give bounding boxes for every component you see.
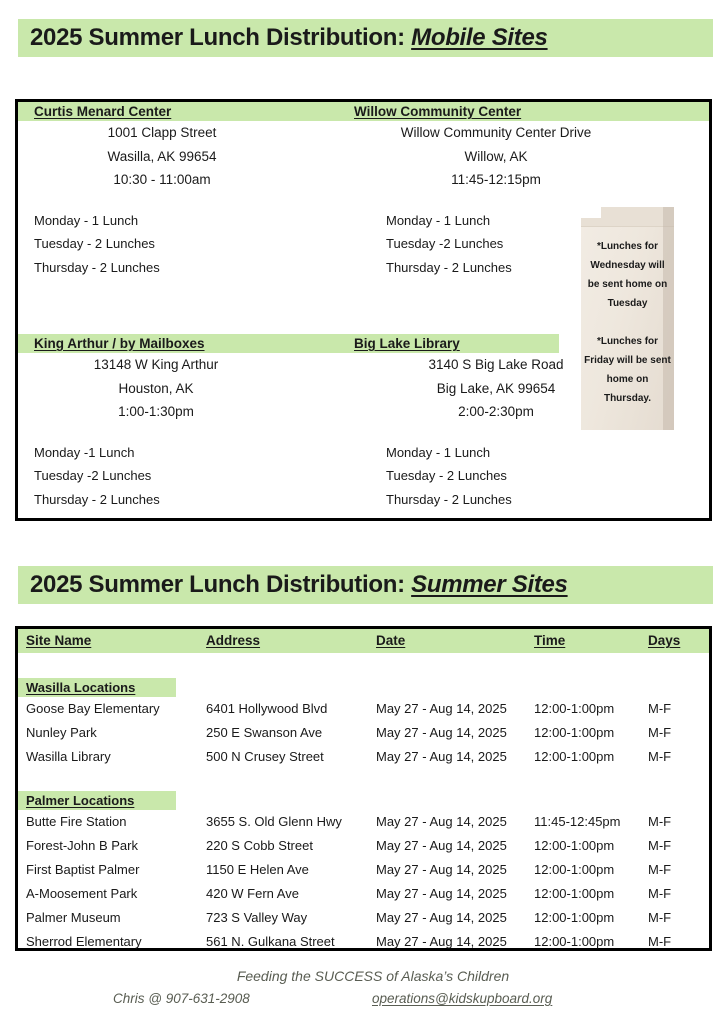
mobile-title-prefix: 2025 Summer Lunch Distribution: — [30, 24, 412, 51]
cell-site-name: Forest-John B Park — [26, 838, 138, 853]
footer-tagline: Feeding the SUCCESS of Alaska’s Children — [236, 968, 510, 984]
column-header-date: Date — [376, 633, 406, 648]
cell-days: M-F — [648, 749, 672, 764]
cell-days: M-F — [648, 886, 672, 901]
schedule-thursday: Thursday - 2 Lunches — [34, 491, 160, 507]
mobile-site-king-arthur — [26, 334, 356, 511]
cell-site-name: A-Moosement Park — [26, 886, 138, 901]
table-row — [18, 745, 709, 769]
cell-time: 12:00-1:00pm — [534, 886, 615, 901]
table-row — [18, 906, 709, 930]
site-time: 11:45-12:15pm — [451, 172, 541, 187]
schedule-tuesday: Tuesday - 2 Lunches — [34, 236, 155, 251]
cell-days: M-F — [648, 862, 672, 877]
table-row — [18, 810, 709, 834]
cell-time: 12:00-1:00pm — [534, 838, 615, 853]
table-row — [18, 697, 709, 721]
site-name: Big Lake Library — [354, 336, 460, 351]
group-label-wasilla: Wasilla Locations — [26, 680, 136, 695]
cell-days: M-F — [648, 838, 672, 853]
lunch-bag-icon — [581, 207, 674, 430]
cell-days: M-F — [648, 910, 672, 925]
table-row — [18, 882, 709, 906]
cell-days: M-F — [648, 701, 672, 716]
table-row — [18, 930, 709, 954]
cell-time: 12:00-1:00pm — [534, 910, 615, 925]
column-header-site-name: Site Name — [26, 633, 92, 648]
summer-title-emphasis: Summer Sites — [411, 571, 568, 598]
site-address-line2: Wasilla, AK 99654 — [107, 148, 217, 164]
cell-address: 1150 E Helen Ave — [206, 862, 309, 877]
mobile-sites-title — [30, 24, 548, 52]
cell-site-name: Goose Bay Elementary — [26, 701, 160, 716]
cell-time: 12:00-1:00pm — [534, 701, 615, 716]
cell-address: 500 N Crusey Street — [206, 749, 324, 764]
footer-contact-row — [0, 991, 726, 1013]
site-address-line2: Willow, AK — [464, 148, 528, 164]
mobile-site-curtis-menard-center — [26, 102, 356, 279]
cell-date: May 27 - Aug 14, 2025 — [376, 862, 507, 877]
schedule-thursday: Thursday - 2 Lunches — [386, 259, 512, 275]
cell-date: May 27 - Aug 14, 2025 — [376, 838, 507, 853]
schedule-tuesday: Tuesday -2 Lunches — [386, 236, 504, 251]
cell-date: May 27 - Aug 14, 2025 — [376, 910, 507, 925]
schedule-monday: Monday - 1 Lunch — [386, 444, 491, 460]
site-schedule — [26, 441, 356, 512]
cell-time: 12:00-1:00pm — [534, 862, 615, 877]
cell-address: 3655 S. Old Glenn Hwy — [206, 814, 342, 829]
table-row — [18, 858, 709, 882]
cell-address: 561 N. Gulkana Street — [206, 934, 335, 949]
summer-sites-table — [15, 626, 712, 951]
table-row — [18, 834, 709, 858]
cell-site-name: Palmer Museum — [26, 910, 121, 925]
site-address-line1: 3140 S Big Lake Road — [428, 357, 564, 372]
cell-date: May 27 - Aug 14, 2025 — [376, 725, 507, 740]
summer-sites-banner — [18, 566, 713, 604]
cell-date: May 27 - Aug 14, 2025 — [376, 886, 507, 901]
cell-site-name: First Baptist Palmer — [26, 862, 140, 877]
cell-days: M-F — [648, 934, 672, 949]
schedule-thursday: Thursday - 2 Lunches — [34, 259, 160, 275]
site-address-line1: Willow Community Center Drive — [400, 125, 592, 140]
site-name: Willow Community Center — [354, 104, 522, 119]
cell-date: May 27 - Aug 14, 2025 — [376, 701, 507, 716]
lunch-note-wednesday: *Lunches for Wednesday will be sent home on Tuesday — [587, 241, 668, 309]
cell-address: 250 E Swanson Ave — [206, 725, 323, 740]
lunch-note-friday: *Lunches for Friday will be sent home on Thursday. — [584, 336, 671, 404]
footer — [0, 968, 726, 1013]
lunch-bag-notch — [581, 207, 601, 218]
cell-time: 12:00-1:00pm — [534, 725, 615, 740]
column-header-address: Address — [206, 633, 261, 648]
cell-address: 220 S Cobb Street — [206, 838, 313, 853]
site-schedule — [26, 209, 356, 280]
mobile-sites-table — [15, 99, 712, 521]
site-time: 2:00-2:30pm — [458, 404, 534, 419]
table-row — [18, 721, 709, 745]
schedule-tuesday: Tuesday - 2 Lunches — [386, 468, 507, 483]
column-header-days: Days — [648, 633, 681, 648]
cell-site-name: Nunley Park — [26, 725, 97, 740]
cell-time: 12:00-1:00pm — [534, 749, 615, 764]
cell-address: 420 W Fern Ave — [206, 886, 299, 901]
cell-date: May 27 - Aug 14, 2025 — [376, 749, 507, 764]
cell-site-name: Butte Fire Station — [26, 814, 127, 829]
cell-date: May 27 - Aug 14, 2025 — [376, 934, 507, 949]
schedule-monday: Monday - 1 Lunch — [34, 212, 139, 228]
cell-address: 723 S Valley Way — [206, 910, 308, 925]
schedule-tuesday: Tuesday -2 Lunches — [34, 468, 152, 483]
site-name: King Arthur / by Mailboxes — [34, 336, 205, 351]
cell-date: May 27 - Aug 14, 2025 — [376, 814, 507, 829]
cell-address: 6401 Hollywood Blvd — [206, 701, 328, 716]
mobile-sites-banner — [18, 19, 713, 57]
site-address-line1: 1001 Clapp Street — [107, 125, 217, 140]
schedule-monday: Monday -1 Lunch — [34, 444, 135, 460]
site-address-line2: Big Lake, AK 99654 — [436, 380, 556, 396]
site-address-line2: Houston, AK — [118, 380, 194, 396]
schedule-monday: Monday - 1 Lunch — [386, 212, 491, 228]
summer-sites-title — [30, 571, 568, 599]
mobile-title-emphasis: Mobile Sites — [411, 24, 548, 51]
footer-contact-phone: Chris @ 907-631-2908 — [113, 991, 250, 1006]
site-schedule — [346, 441, 676, 512]
column-header-time: Time — [534, 633, 566, 648]
cell-site-name: Sherrod Elementary — [26, 934, 142, 949]
cell-time: 11:45-12:45pm — [534, 814, 621, 829]
cell-site-name: Wasilla Library — [26, 749, 111, 764]
footer-contact-email[interactable]: operations@kidskupboard.org — [372, 991, 553, 1006]
cell-days: M-F — [648, 725, 672, 740]
cell-time: 12:00-1:00pm — [534, 934, 615, 949]
group-label-palmer: Palmer Locations — [26, 793, 135, 808]
table-header-row — [18, 629, 709, 653]
site-name: Curtis Menard Center — [34, 104, 172, 119]
cell-days: M-F — [648, 814, 672, 829]
site-time: 1:00-1:30pm — [118, 404, 194, 419]
site-time: 10:30 - 11:00am — [113, 172, 211, 187]
site-address-line1: 13148 W King Arthur — [93, 357, 219, 372]
schedule-thursday: Thursday - 2 Lunches — [386, 491, 512, 507]
summer-title-prefix: 2025 Summer Lunch Distribution: — [30, 571, 412, 598]
